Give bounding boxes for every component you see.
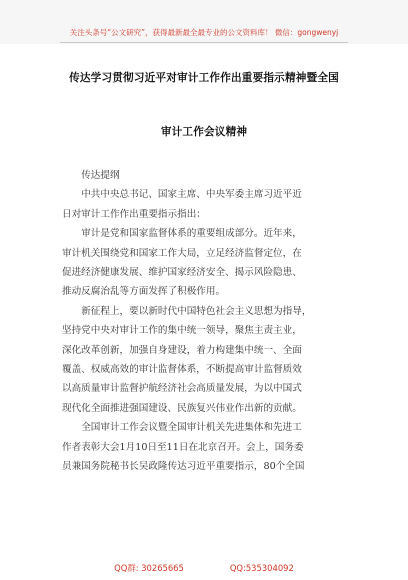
paragraph-4: [62, 418, 352, 476]
paragraph-3: [62, 302, 352, 418]
section-heading-text: 传达提纲: [81, 170, 120, 181]
paragraph-line: 作者表彰大会1月10日至11日在北京召开。会上，国务委: [62, 441, 304, 453]
document-title-line-1: 传达学习贯彻习近平对审计工作作出重要指示精神暨全国: [69, 72, 339, 84]
header-divider: [60, 42, 348, 43]
paragraph-line: 推动反腐治乱等方面发挥了积极作用。: [62, 286, 226, 298]
paragraph-line: 全国审计工作会议暨全国审计机关先进集体和先进工: [81, 422, 302, 434]
paragraph-line: 日对审计工作作出重要指示指出：: [62, 208, 206, 220]
paragraph-line: 以高质量审计监督护航经济社会高质量发展，为以中国式: [62, 383, 302, 395]
paragraph-line: 现代化全面推进强国建设、民族复兴伟业作出新的贡献。: [62, 402, 302, 414]
header-promo-text: 关注头条号“公文研究”，获得最新最全最专业的公文资料库！ 微信：gongwenyj: [69, 28, 339, 37]
paragraph-line: 覆盖、权威高效的审计监督体系，不断提高审计监督质效: [62, 364, 302, 376]
paragraph-line: 新征程上，要以新时代中国特色社会主义思想为指导，: [81, 305, 312, 317]
footer-qq-group: QQ群: 30265665: [114, 563, 184, 573]
footer-qq: QQ:535304092: [229, 563, 294, 573]
paragraph-line: 审计是党和国家监督体系的重要组成部分。近年来，: [81, 228, 302, 240]
paragraph-line: 深化改革创新，加强自身建设，着力构建集中统一、全面: [62, 344, 302, 356]
paragraph-line: 中共中央总书记、国家主席、中央军委主席习近平近: [81, 189, 302, 201]
paragraph-line: 促进经济健康发展、维护国家经济安全、揭示风险隐患、: [62, 267, 302, 279]
header-bar: [0, 0, 408, 44]
paragraph-1: [62, 185, 352, 224]
paragraph-2: [62, 224, 352, 302]
section-heading: [62, 166, 352, 185]
footer-contact: [0, 562, 408, 574]
paragraph-line: 坚持党中央对审计工作的集中统一领导，聚焦主责主业，: [62, 325, 302, 337]
document-title-line-2: 审计工作会议精神: [160, 126, 248, 138]
paragraph-line: 审计机关围绕党和国家工作大局，立足经济监督定位，在: [62, 247, 302, 259]
paragraph-line: 员兼国务院秘书长吴政隆传达习近平重要指示，80个全国: [62, 461, 305, 473]
document-body: [62, 166, 352, 477]
